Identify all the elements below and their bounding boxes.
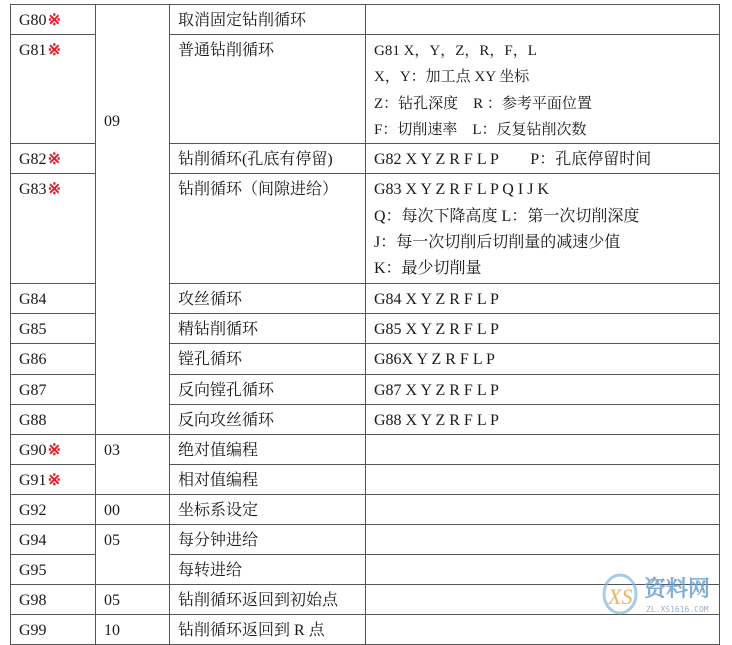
gcode-cell	[11, 615, 96, 645]
gcode-cell	[11, 374, 96, 404]
gcode-cell	[11, 525, 96, 555]
params-cell	[366, 344, 720, 374]
gcode-cell	[11, 585, 96, 615]
table-row	[11, 615, 720, 645]
gcode: G81	[19, 42, 47, 59]
param-line: G84 X Y Z R F L P	[374, 290, 499, 308]
gcode: G98	[19, 592, 47, 610]
gcode: G91	[19, 472, 47, 490]
param-line: G81 X，Y，Z，R，F，L	[374, 43, 537, 59]
gcode: G83	[19, 181, 47, 199]
gcode-cell	[11, 313, 96, 343]
params-cell	[366, 374, 720, 404]
gcode-cell	[11, 465, 96, 495]
svg-text:资料网: 资料网	[644, 577, 711, 602]
gcode: G82	[19, 151, 47, 169]
params-cell	[366, 404, 720, 434]
modal-mark-icon: ※	[47, 472, 61, 490]
params-cell	[366, 283, 720, 313]
function-cell: 普通钻削循环	[170, 35, 366, 144]
gcode: G87	[19, 381, 47, 399]
param-line: K：最少切削量	[374, 260, 482, 278]
gcode: G99	[19, 622, 47, 640]
gcode-cell	[11, 174, 96, 283]
gcode-table	[10, 4, 720, 645]
function-cell: 精钻削循环	[170, 313, 366, 343]
group-cell: 09	[96, 5, 170, 435]
params-cell	[366, 313, 720, 343]
svg-text:XS: XS	[608, 584, 633, 609]
params-cell	[366, 615, 720, 645]
function-cell: 钻削循环(孔底有停留)	[170, 144, 366, 174]
function-cell: 坐标系设定	[170, 495, 366, 525]
modal-mark-icon: ※	[47, 12, 61, 29]
gcode: G80	[19, 12, 47, 29]
param-line: G83 X Y Z R F L P Q I J K	[374, 181, 549, 199]
gcode-cell	[11, 495, 96, 525]
function-cell: 绝对值编程	[170, 435, 366, 465]
params-cell	[366, 525, 720, 555]
gcode-cell	[11, 344, 96, 374]
gcode-cell	[11, 555, 96, 585]
gcode-cell	[11, 35, 96, 144]
param-line: F：切削速率 L：反复钻削次数	[374, 121, 587, 138]
group-cell: 00	[96, 495, 170, 525]
param-line: G88 X Y Z R F L P	[374, 411, 499, 429]
group-cell: 03	[96, 435, 170, 495]
gcode: G84	[19, 290, 47, 308]
function-cell: 攻丝循环	[170, 283, 366, 313]
gcode-cell	[11, 404, 96, 434]
function-cell: 钻削循环（间隙进给）	[170, 174, 366, 283]
gcode: G86	[19, 351, 47, 369]
param-line: X，Y：加工点 XY 坐标	[374, 69, 530, 86]
watermark-logo	[598, 566, 730, 618]
params-cell	[366, 5, 720, 35]
svg-text:ZL.XS1616.COM: ZL.XS1616.COM	[646, 605, 709, 614]
function-cell: 钻削循环返回到 R 点	[170, 615, 366, 645]
gcode-cell	[11, 283, 96, 313]
param-line: G85 X Y Z R F L P	[374, 320, 499, 338]
params-cell	[366, 35, 720, 144]
group-cell: 05	[96, 585, 170, 615]
function-cell: 取消固定钻削循环	[170, 5, 366, 35]
function-cell: 镗孔循环	[170, 344, 366, 374]
gcode: G95	[19, 562, 47, 580]
gcode-cell	[11, 5, 96, 35]
modal-mark-icon: ※	[47, 442, 61, 460]
gcode: G94	[19, 532, 47, 550]
group-cell: 10	[96, 615, 170, 645]
table-row	[11, 495, 720, 525]
modal-mark-icon: ※	[47, 42, 61, 59]
gcode-cell	[11, 435, 96, 465]
gcode-cell	[11, 144, 96, 174]
function-cell: 反向攻丝循环	[170, 404, 366, 434]
params-cell	[366, 174, 720, 283]
gcode: G88	[19, 411, 47, 429]
function-cell: 每分钟进给	[170, 525, 366, 555]
params-cell	[366, 435, 720, 465]
modal-mark-icon: ※	[47, 151, 61, 169]
param-line: J：每一次切削后切削量的减速少值	[374, 234, 621, 252]
table-row	[11, 435, 720, 465]
function-cell: 相对值编程	[170, 465, 366, 495]
param-line: Q：每次下降高度 L：第一次切削深度	[374, 207, 640, 225]
modal-mark-icon: ※	[47, 181, 61, 199]
param-line: Z：钻孔深度 R ：参考平面位置	[374, 95, 592, 112]
function-cell: 钻削循环返回到初始点	[170, 585, 366, 615]
function-cell: 每转进给	[170, 555, 366, 585]
gcode: G85	[19, 320, 47, 338]
group-cell: 05	[96, 525, 170, 585]
gcode: G90	[19, 442, 47, 460]
param-line: G87 X Y Z R F L P	[374, 381, 499, 399]
params-cell	[366, 465, 720, 495]
table-row	[11, 525, 720, 555]
params-cell	[366, 495, 720, 525]
function-cell: 反向镗孔循环	[170, 374, 366, 404]
param-line: G86X Y Z R F L P	[374, 351, 495, 369]
params-cell	[366, 144, 720, 174]
table-row	[11, 5, 720, 35]
param-line: G82 X Y Z R F L P P：孔底停留时间	[374, 151, 652, 169]
gcode: G92	[19, 502, 47, 520]
